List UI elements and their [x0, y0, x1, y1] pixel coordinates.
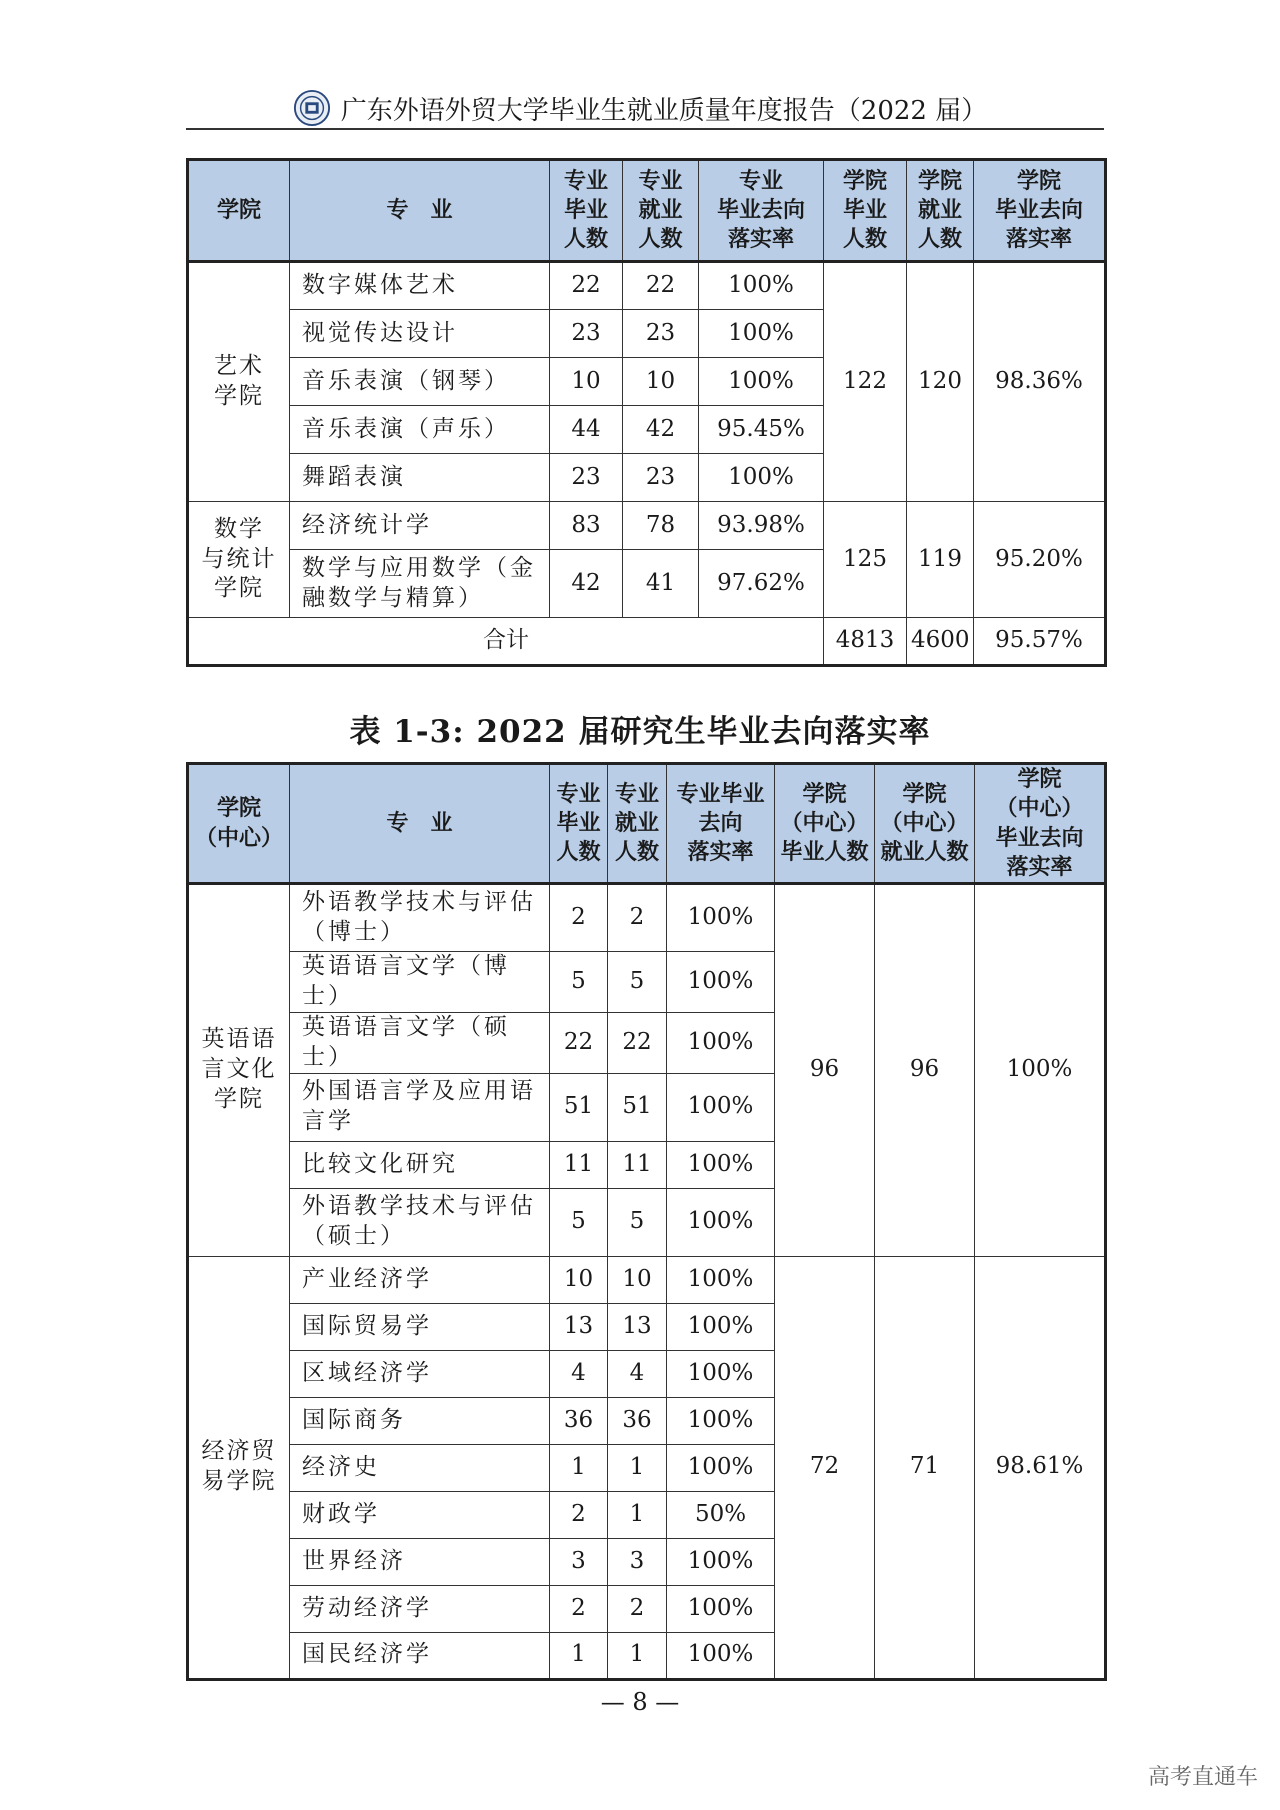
- college-name-line: 学院: [214, 575, 264, 602]
- major-name: [290, 1444, 550, 1491]
- college-employed: 120: [907, 262, 974, 502]
- column-header-7-line: 学院: [902, 780, 947, 807]
- college-name-line: 艺术: [214, 353, 264, 380]
- column-header-4-line: 就业: [614, 809, 659, 836]
- table-row: [188, 262, 1106, 310]
- college-name-line: 经济贸: [201, 1438, 277, 1465]
- college-rate: 98.36%: [974, 262, 1106, 502]
- college-employed: 119: [907, 502, 974, 618]
- major-graduates: 1: [550, 1444, 608, 1491]
- column-header-5-line: 专业: [738, 167, 783, 194]
- major-name-line: 财政学: [302, 1500, 380, 1527]
- major-employed: 36: [608, 1397, 667, 1444]
- column-header-4-line: 专业: [638, 167, 683, 194]
- column-header-7-line: 学院: [917, 167, 962, 194]
- column-header-8-line: 落实率: [1005, 226, 1072, 253]
- college-graduates: 72: [775, 1256, 875, 1679]
- college-graduates: 122: [824, 262, 907, 502]
- major-employed: 23: [623, 454, 699, 502]
- major-graduates: 44: [550, 406, 623, 454]
- major-employed: 42: [623, 406, 699, 454]
- page-header: [0, 88, 1280, 128]
- major-name: [290, 406, 550, 454]
- major-rate: 100%: [667, 952, 775, 1013]
- major-employed: 41: [623, 550, 699, 618]
- major-rate: 100%: [667, 1073, 775, 1141]
- table-row: [188, 502, 1106, 550]
- column-header-1: [188, 764, 290, 884]
- column-header-5: [667, 764, 775, 884]
- column-header-3: [550, 160, 623, 262]
- major-name: [290, 1585, 550, 1632]
- total-label: 合计: [188, 618, 824, 666]
- major-rate: 93.98%: [699, 502, 824, 550]
- major-name-line: 英语语言文学（博士）: [302, 953, 510, 1009]
- column-header-8-line: 毕业去向: [994, 196, 1083, 223]
- major-rate: 100%: [667, 1538, 775, 1585]
- major-graduates: 3: [550, 1538, 608, 1585]
- major-name-line: 外语教学技术与评估: [302, 889, 536, 916]
- column-header-4-line: 就业: [638, 196, 683, 223]
- major-name: [290, 358, 550, 406]
- column-header-5-line: 专业毕业: [676, 780, 765, 807]
- column-header-7-line: 人数: [917, 226, 962, 253]
- major-graduates: 13: [550, 1303, 608, 1350]
- column-header-5-line: 落实率: [727, 226, 794, 253]
- major-rate: 100%: [667, 1188, 775, 1256]
- column-header-5-line: 毕业去向: [716, 196, 805, 223]
- major-name-line: 融数学与精算）: [302, 584, 484, 611]
- major-name-line: 比较文化研究: [302, 1150, 458, 1177]
- major-name: [290, 454, 550, 502]
- major-employed: 22: [623, 262, 699, 310]
- college-name-line: 易学院: [201, 1468, 277, 1495]
- college-employed: 71: [875, 1256, 975, 1679]
- major-graduates: 42: [550, 550, 623, 618]
- major-name: [290, 262, 550, 310]
- major-graduates: 22: [550, 1012, 608, 1073]
- major-employed: 1: [608, 1491, 667, 1538]
- major-name: [290, 884, 550, 952]
- major-employed: 13: [608, 1303, 667, 1350]
- major-employed: 78: [623, 502, 699, 550]
- column-header-1-line: 学院: [216, 795, 261, 822]
- college-name-line: 英语语: [201, 1026, 277, 1053]
- college-employed: 96: [875, 884, 975, 1257]
- major-name: [290, 1256, 550, 1303]
- college-name-line: 数学: [214, 515, 264, 542]
- major-rate: 100%: [667, 1012, 775, 1073]
- major-name: [290, 550, 550, 618]
- major-name-line: 言学: [302, 1108, 354, 1135]
- major-rate: 100%: [699, 262, 824, 310]
- major-rate: 50%: [667, 1491, 775, 1538]
- major-rate: 100%: [667, 1303, 775, 1350]
- major-name-line: 世界经济: [302, 1547, 406, 1574]
- column-header-2: [290, 160, 550, 262]
- total-row: [188, 618, 1106, 666]
- major-employed: 1: [608, 1632, 667, 1679]
- column-header-4: [608, 764, 667, 884]
- major-rate: 100%: [667, 884, 775, 952]
- college-rate: 95.20%: [974, 502, 1106, 618]
- column-header-5-line: 去向: [698, 809, 743, 836]
- major-rate: 100%: [699, 310, 824, 358]
- column-header-7-line: 就业: [917, 196, 962, 223]
- table-row: [188, 1256, 1106, 1303]
- major-graduates: 2: [550, 1491, 608, 1538]
- major-rate: 100%: [667, 1350, 775, 1397]
- major-graduates: 11: [550, 1141, 608, 1188]
- page-number: — 8 —: [600, 1688, 680, 1716]
- header-row: [188, 764, 1106, 884]
- column-header-8-line: 落实率: [1006, 853, 1073, 880]
- major-graduates: 22: [550, 262, 623, 310]
- major-rate: 97.62%: [699, 550, 824, 618]
- column-header-6-line: 毕业人数: [780, 839, 869, 866]
- column-header-2: [290, 764, 550, 884]
- major-employed: 11: [608, 1141, 667, 1188]
- major-employed: 2: [608, 1585, 667, 1632]
- college-name-line: 与统计: [201, 545, 277, 572]
- column-header-4-line: 人数: [638, 226, 683, 253]
- major-rate: 95.45%: [699, 406, 824, 454]
- major-employed: 2: [608, 884, 667, 952]
- major-name-line: 经济史: [302, 1453, 380, 1480]
- major-name-line: 产业经济学: [302, 1265, 432, 1292]
- major-name-line: 国际贸易学: [302, 1312, 432, 1339]
- major-graduates: 10: [550, 1256, 608, 1303]
- header-title: 广东外语外贸大学毕业生就业质量年度报告（2022 届）: [340, 95, 988, 126]
- major-employed: 5: [608, 1188, 667, 1256]
- major-name-line: 区域经济学: [302, 1359, 432, 1386]
- major-graduates: 2: [550, 884, 608, 952]
- major-graduates: 5: [550, 1188, 608, 1256]
- total-graduates: 4813: [824, 618, 907, 666]
- major-rate: 100%: [699, 454, 824, 502]
- major-graduates: 10: [550, 358, 623, 406]
- major-name: [290, 952, 550, 1013]
- major-name: [290, 1632, 550, 1679]
- major-name-line: 劳动经济学: [302, 1594, 432, 1621]
- major-graduates: 4: [550, 1350, 608, 1397]
- major-employed: 51: [608, 1073, 667, 1141]
- header-row: [188, 160, 1106, 262]
- major-employed: 22: [608, 1012, 667, 1073]
- column-header-8-line: （中心）: [995, 795, 1084, 822]
- college-graduates: 96: [775, 884, 875, 1257]
- major-name: [290, 1303, 550, 1350]
- university-logo-icon: [293, 89, 331, 127]
- column-header-6-line: 人数: [842, 226, 887, 253]
- header-divider: [186, 128, 1104, 130]
- college-name: [188, 1256, 290, 1679]
- major-name: [290, 1491, 550, 1538]
- column-header-3-line: 毕业: [563, 196, 608, 223]
- major-graduates: 23: [550, 310, 623, 358]
- column-header-2-line: 专 业: [386, 196, 453, 223]
- college-graduates: 125: [824, 502, 907, 618]
- major-name-line: 音乐表演（钢琴）: [302, 367, 510, 394]
- major-name-line: 英语语言文学（硕士）: [302, 1013, 510, 1070]
- column-header-8-line: 学院: [1016, 167, 1061, 194]
- total-employed: 4600: [907, 618, 974, 666]
- column-header-4-line: 人数: [614, 839, 659, 866]
- column-header-3: [550, 764, 608, 884]
- column-header-3-line: 人数: [563, 226, 608, 253]
- major-employed: 4: [608, 1350, 667, 1397]
- major-name: [290, 1188, 550, 1256]
- major-name-line: （博士）: [302, 919, 406, 945]
- column-header-2-line: 专 业: [386, 809, 453, 836]
- column-header-3-line: 专业: [563, 167, 608, 194]
- college-name: [188, 262, 290, 502]
- major-name-line: 外国语言学及应用语: [302, 1078, 536, 1105]
- college-name: [188, 502, 290, 618]
- column-header-7: [875, 764, 975, 884]
- college-name-line: 学院: [214, 383, 264, 409]
- column-header-8: [974, 160, 1106, 262]
- major-name-line: 舞蹈表演: [302, 463, 406, 490]
- column-header-6-line: 学院: [802, 780, 847, 807]
- major-name-line: 国民经济学: [302, 1641, 432, 1668]
- major-employed: 10: [608, 1256, 667, 1303]
- column-header-5-line: 落实率: [687, 839, 754, 866]
- major-rate: 100%: [667, 1256, 775, 1303]
- college-rate: 98.61%: [975, 1256, 1106, 1679]
- column-header-8: [975, 764, 1106, 884]
- watermark: 高考直通车: [1147, 1765, 1258, 1790]
- column-header-8-line: 学院: [1017, 766, 1062, 792]
- college-name-line: 言文化: [201, 1056, 277, 1083]
- major-name: [290, 1141, 550, 1188]
- major-graduates: 2: [550, 1585, 608, 1632]
- column-header-8-line: 毕业去向: [995, 824, 1084, 851]
- major-name: [290, 310, 550, 358]
- major-name: [290, 1350, 550, 1397]
- column-header-6: [824, 160, 907, 262]
- column-header-1: [188, 160, 290, 262]
- column-header-3-line: 专业: [556, 780, 601, 807]
- table-1-3-title: 表 1-3: 2022 届研究生毕业去向落实率: [349, 714, 931, 750]
- major-name-line: 经济统计学: [302, 511, 432, 538]
- major-employed: 3: [608, 1538, 667, 1585]
- total-rate: 95.57%: [974, 618, 1106, 666]
- major-name-line: 数字媒体艺术: [302, 272, 458, 299]
- major-name-line: 国际商务: [302, 1406, 406, 1433]
- column-header-4-line: 专业: [614, 780, 659, 807]
- column-header-3-line: 毕业: [556, 809, 601, 836]
- major-rate: 100%: [699, 358, 824, 406]
- major-name: [290, 1073, 550, 1141]
- major-employed: 1: [608, 1444, 667, 1491]
- column-header-1-line: （中心）: [194, 824, 283, 851]
- major-employed: 5: [608, 952, 667, 1013]
- column-header-6: [775, 764, 875, 884]
- major-name-line: 数学与应用数学（金: [302, 554, 536, 581]
- column-header-5: [699, 160, 824, 262]
- column-header-7: [907, 160, 974, 262]
- major-employed: 10: [623, 358, 699, 406]
- column-header-3-line: 人数: [556, 839, 601, 866]
- graduate-employment-table: [186, 762, 1107, 1681]
- college-name-line: 学院: [214, 1086, 264, 1113]
- major-graduates: 23: [550, 454, 623, 502]
- major-rate: 100%: [667, 1397, 775, 1444]
- college-rate: 100%: [975, 884, 1106, 1257]
- major-graduates: 36: [550, 1397, 608, 1444]
- major-rate: 100%: [667, 1585, 775, 1632]
- major-name-line: 外语教学技术与评估: [302, 1193, 536, 1220]
- major-rate: 100%: [667, 1632, 775, 1679]
- major-name-line: 视觉传达设计: [302, 319, 458, 346]
- column-header-4: [623, 160, 699, 262]
- major-graduates: 51: [550, 1073, 608, 1141]
- column-header-6-line: 毕业: [842, 196, 887, 223]
- major-name-line: 音乐表演（声乐）: [302, 415, 510, 442]
- column-header-6-line: （中心）: [780, 809, 869, 836]
- major-name: [290, 502, 550, 550]
- major-employed: 23: [623, 310, 699, 358]
- column-header-6-line: 学院: [842, 167, 887, 194]
- major-name: [290, 1012, 550, 1073]
- major-name: [290, 1538, 550, 1585]
- major-graduates: 5: [550, 952, 608, 1013]
- major-graduates: 83: [550, 502, 623, 550]
- column-header-1-line: 学院: [216, 196, 261, 223]
- major-name: [290, 1397, 550, 1444]
- major-rate: 100%: [667, 1444, 775, 1491]
- undergraduate-employment-table: [186, 158, 1107, 667]
- table-row: [188, 884, 1106, 952]
- column-header-7-line: 就业人数: [880, 839, 969, 866]
- college-name: [188, 884, 290, 1257]
- major-graduates: 1: [550, 1632, 608, 1679]
- column-header-7-line: （中心）: [880, 809, 969, 836]
- major-rate: 100%: [667, 1141, 775, 1188]
- major-name-line: （硕士）: [302, 1223, 406, 1250]
